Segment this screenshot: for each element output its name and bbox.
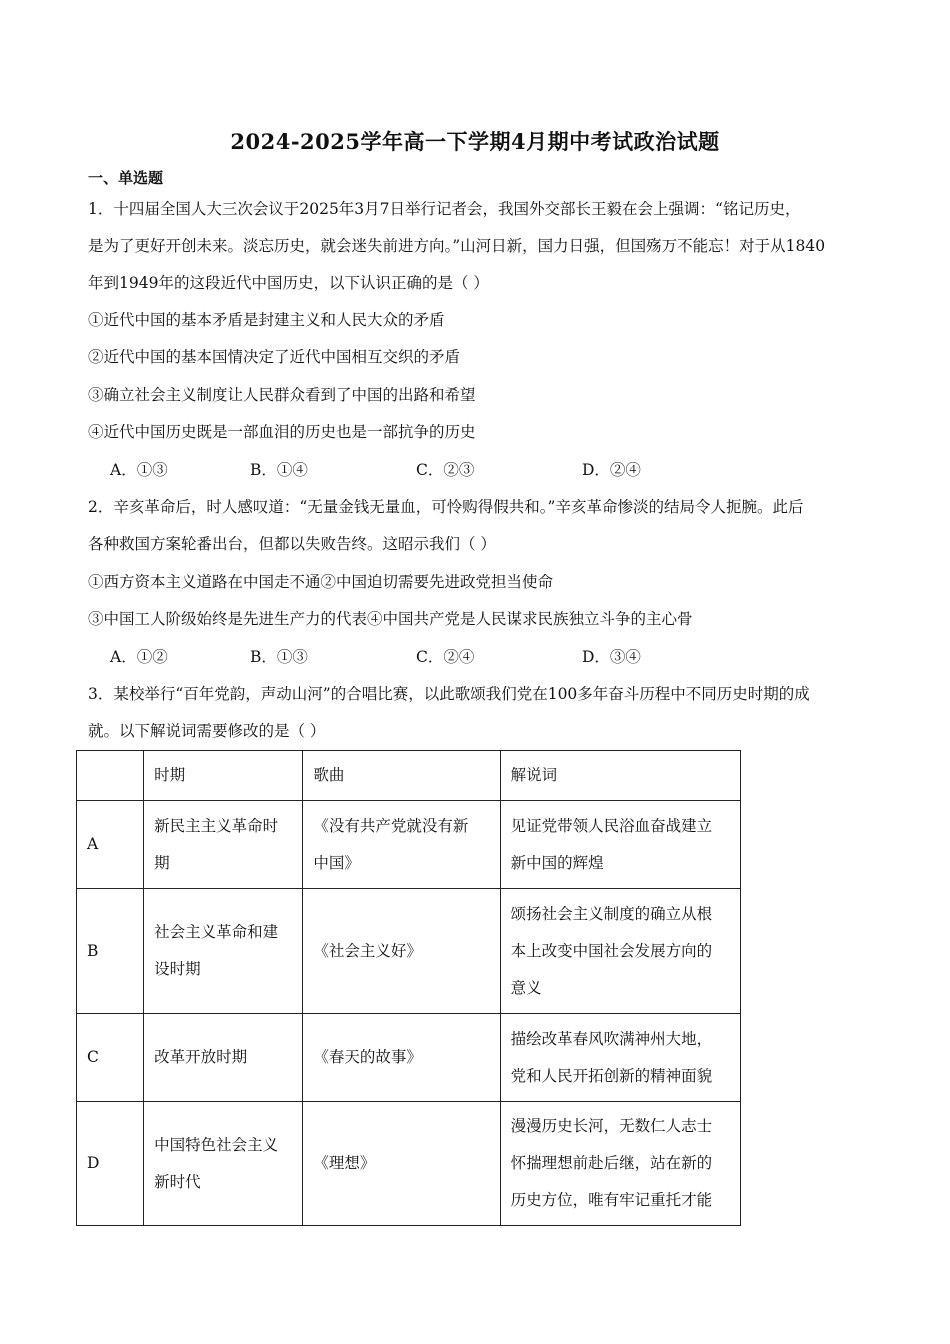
period-cell <box>144 1102 303 1226</box>
q1-option-c[interactable]: C．②③ <box>416 461 475 479</box>
song-cell <box>303 1102 500 1226</box>
row-letter: D <box>77 1102 144 1226</box>
cell-line: 漫漫历史长河，无数仁人志士 <box>510 1117 713 1135</box>
q1-stem-line: 是为了更好开创未来。淡忘历史，就会迷失前进方向。”山河日新，国力日强，但国殇万不能忘！对于从1840 <box>88 237 826 255</box>
cell-line: 怀揣理想前赴后继，站在新的 <box>510 1154 713 1172</box>
cell-line: 见证党带领人民浴血奋战建立 <box>510 816 713 835</box>
song-cell <box>303 889 500 1014</box>
cell-line: 期 <box>154 853 170 872</box>
song-cell <box>303 801 500 889</box>
cell-line: 《社会主义好》 <box>313 941 422 960</box>
header-cell: 时期 <box>144 751 303 801</box>
table-row <box>77 1102 741 1226</box>
cell-line: 颂扬社会主义制度的确立从根 <box>510 904 713 923</box>
header-cell <box>77 751 144 801</box>
desc-cell <box>500 1014 740 1102</box>
table-row <box>77 1014 741 1102</box>
cell-line: 《理想》 <box>313 1154 376 1172</box>
row-letter: B <box>77 889 144 1014</box>
cell-line: 中国》 <box>313 853 360 872</box>
q1-option-a[interactable]: A．①③ <box>110 461 168 479</box>
cell-line: 设时期 <box>154 960 201 978</box>
table-row <box>77 889 741 1014</box>
cell-line: 本上改变中国社会发展方向的 <box>510 941 713 960</box>
row-letter: C <box>77 1014 144 1102</box>
q3-table <box>76 750 741 1226</box>
cell-line: 新时代 <box>154 1172 201 1191</box>
q2-stem-line: 2．辛亥革命后，时人感叹道：“无量金钱无量血，可怜购得假共和。”辛亥革命惨淡的结局令人扼腕。此后 <box>88 498 804 516</box>
q1-statement: ④近代中国历史既是一部血泪的历史也是一部抗争的历史 <box>88 423 476 441</box>
cell-line: 社会主义革命和建 <box>154 923 279 941</box>
page-title: 2024-2025学年高一下学期4月期中考试政治试题 <box>230 129 720 154</box>
header-cell: 歌曲 <box>303 751 500 801</box>
q2-option-b[interactable]: B．①③ <box>250 648 308 666</box>
table-header-row <box>77 751 741 801</box>
cell-line: 中国特色社会主义 <box>154 1135 279 1154</box>
row-letter: A <box>77 801 144 889</box>
cell-line: 《没有共产党就没有新 <box>313 816 469 835</box>
period-cell <box>144 801 303 889</box>
song-cell <box>303 1014 500 1102</box>
cell-line: 新中国的辉煌 <box>510 853 604 872</box>
q1-statement: ②近代中国的基本国情决定了近代中国相互交织的矛盾 <box>88 348 461 366</box>
cell-line: 改革开放时期 <box>154 1048 248 1066</box>
q1-stem-line: 1．十四届全国人大三次会议于2025年3月7日举行记者会，我国外交部长王毅在会上强调：“铭记历史， <box>88 200 801 218</box>
cell-line: 新民主主义革命时 <box>154 816 279 835</box>
table-row <box>77 801 741 889</box>
cell-line: 《春天的故事》 <box>313 1048 422 1066</box>
desc-cell <box>500 1102 740 1226</box>
period-cell <box>144 889 303 1014</box>
period-cell <box>144 1014 303 1102</box>
cell-line: 党和人民开拓创新的精神面貌 <box>510 1066 713 1085</box>
q2-option-d[interactable]: D．③④ <box>582 648 641 666</box>
q1-stem-line: 年到1949年的这段近代中国历史，以下认识正确的是（ ） <box>88 274 489 292</box>
section-heading: 一、单选题 <box>88 169 164 187</box>
cell-line: 意义 <box>510 978 542 997</box>
cell-line: 历史方位，唯有牢记重托才能 <box>510 1191 713 1209</box>
q1-option-b[interactable]: B．①④ <box>250 461 308 479</box>
q1-statement: ①近代中国的基本矛盾是封建主义和人民大众的矛盾 <box>88 311 445 329</box>
q1-option-d[interactable]: D．②④ <box>582 461 641 479</box>
desc-cell <box>500 801 740 889</box>
q1-statement: ③确立社会主义制度让人民群众看到了中国的出路和希望 <box>88 386 476 404</box>
desc-cell <box>500 889 740 1014</box>
q2-stem-line: 各种救国方案轮番出台，但都以失败告终。这昭示我们（ ） <box>88 535 496 553</box>
cell-line: 描绘改革春风吹满神州大地， <box>510 1029 713 1048</box>
q3-stem-line: 3．某校举行“百年党韵，声动山河”的合唱比赛，以此歌颂我们党在100多年奋斗历程中不同历史时期的成 <box>88 685 810 703</box>
q2-statement: ③中国工人阶级始终是先进生产力的代表④中国共产党是人民谋求民族独立斗争的主心骨 <box>88 610 693 628</box>
header-cell: 解说词 <box>500 751 740 801</box>
q2-statement: ①西方资本主义道路在中国走不通②中国迫切需要先进政党担当使命 <box>88 573 554 591</box>
q2-option-c[interactable]: C．②④ <box>416 648 475 666</box>
q2-option-a[interactable]: A．①② <box>110 648 168 666</box>
q3-stem-line: 就。以下解说词需要修改的是（ ） <box>88 722 326 740</box>
